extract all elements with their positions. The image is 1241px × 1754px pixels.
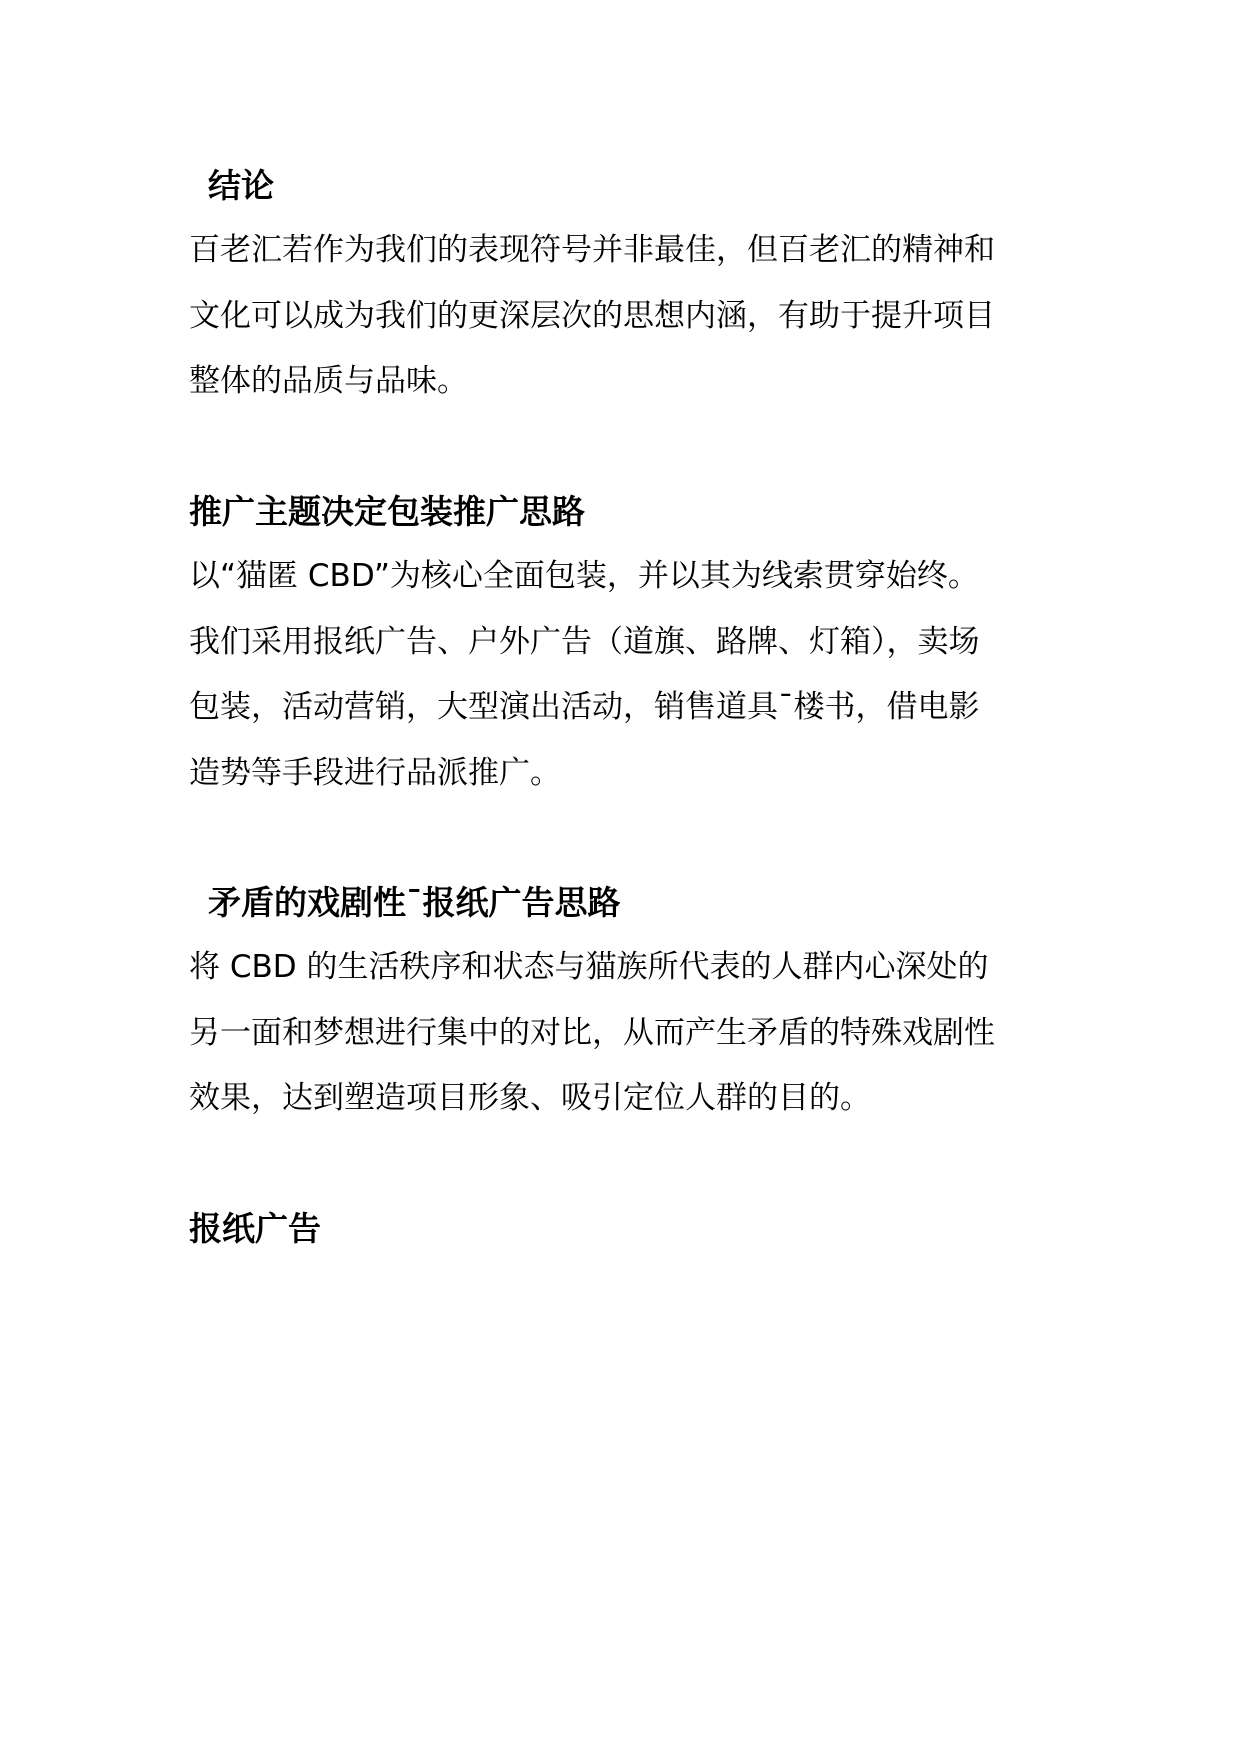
paragraph-line: 以“猫匿 CBD”为核心全面包装，并以其为线索贯穿始终。 xyxy=(189,558,979,594)
paragraph-line: 另一面和梦想进行集中的对比，从而产生矛盾的特殊戏剧性 xyxy=(189,1014,995,1051)
section-heading-dramatic-contrast: 矛盾的戏剧性¯报纸广告思路 xyxy=(208,883,621,922)
section-paragraph-dramatic-contrast xyxy=(189,935,1059,1132)
paragraph-line: 效果，达到塑造项目形象、吸引定位人群的目的。 xyxy=(189,1080,871,1116)
section-heading-promotion-theme: 推广主题决定包装推广思路 xyxy=(189,492,585,531)
section-heading-conclusion: 结论 xyxy=(208,166,274,205)
paragraph-line: 文化可以成为我们的更深层次的思想内涵，有助于提升项目 xyxy=(189,297,995,334)
section-paragraph-promotion-theme xyxy=(189,544,1059,806)
paragraph-line: 整体的品质与品味。 xyxy=(189,363,468,399)
paragraph-line: 包装，活动营销，大型演出活动，销售道具¯楼书，借电影 xyxy=(189,689,980,725)
paragraph-line: 我们采用报纸广告、户外广告（道旗、路牌、灯箱），卖场 xyxy=(189,623,980,660)
paragraph-line: 将 CBD 的生活秩序和状态与猫族所代表的人群内心深处的 xyxy=(189,949,989,985)
paragraph-line: 百老汇若作为我们的表现符号并非最佳，但百老汇的精神和 xyxy=(189,232,995,268)
section-paragraph-conclusion xyxy=(189,218,1059,415)
section-heading-newspaper-ads: 报纸广告 xyxy=(189,1209,321,1248)
paragraph-line: 造势等手段进行品派推广。 xyxy=(189,754,561,791)
